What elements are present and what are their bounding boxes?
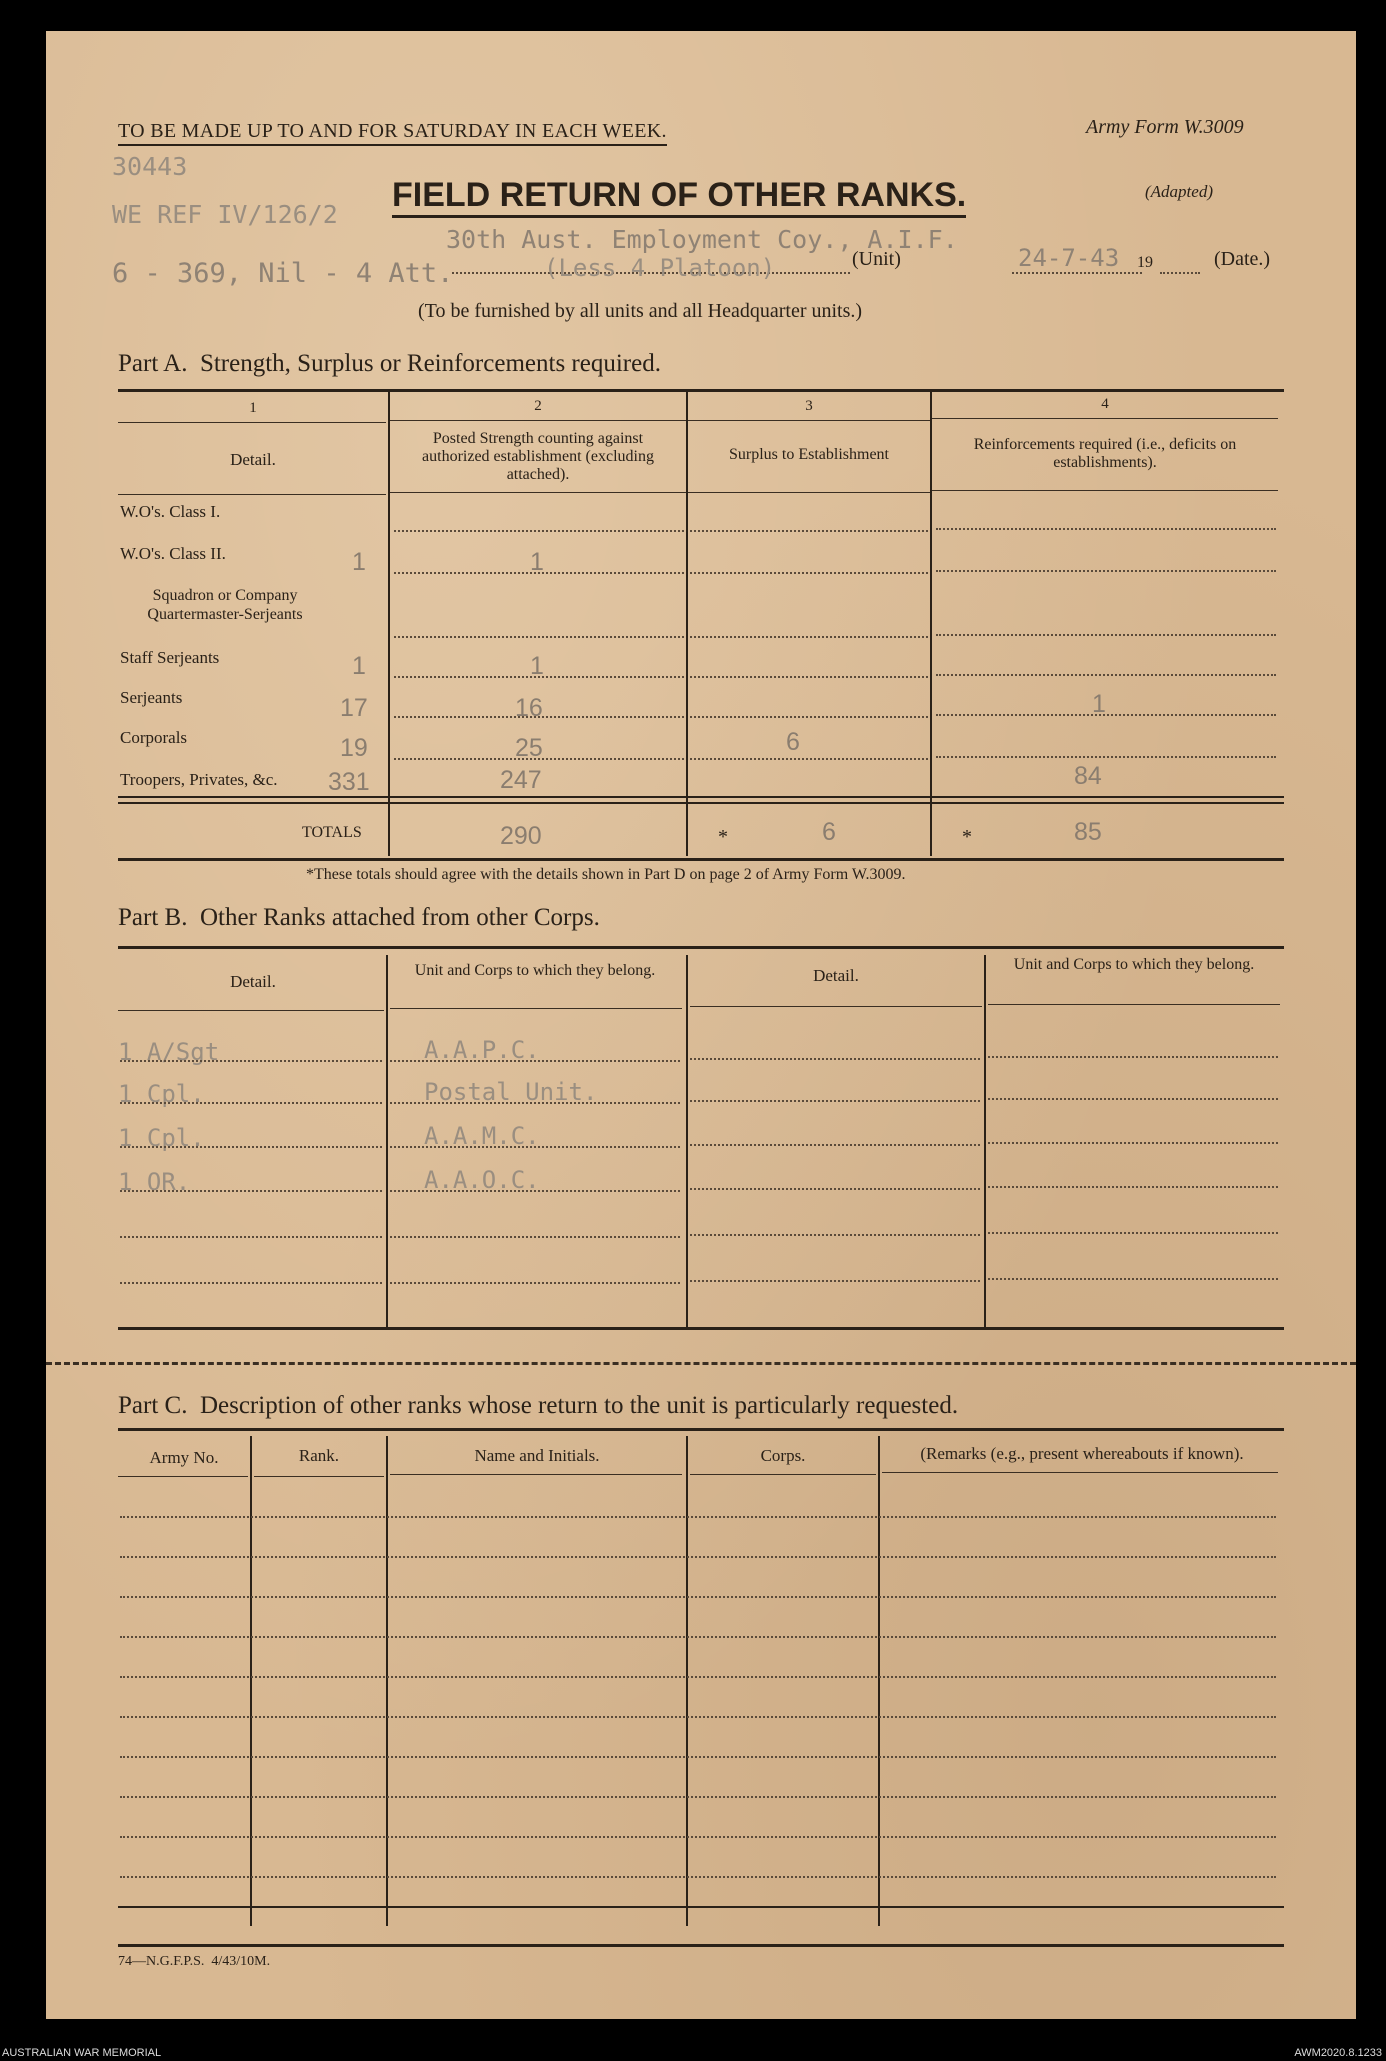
- part-b-row-2-detail: 1 Cpl.: [118, 1080, 205, 1108]
- part-c-header-rule-5: [882, 1472, 1278, 1473]
- part-c-dot-row-4: [120, 1636, 1276, 1638]
- part-b-divider-3: [984, 955, 986, 1327]
- col-number-rule-4: [932, 418, 1278, 419]
- part-c-name-header: Name and Initials.: [474, 1446, 600, 1465]
- est-troopers: 331: [328, 768, 370, 796]
- row-dot-5c: [936, 714, 1276, 716]
- part-a-top-rule: [118, 389, 1284, 392]
- part-c-dot-row-5: [120, 1676, 1276, 1678]
- part-c-army-no-header: Army No.: [149, 1448, 219, 1467]
- furnish-note: (To be furnished by all units and all Headquarter units.): [418, 300, 863, 322]
- col-number-4: 4: [1101, 396, 1109, 412]
- part-c-dot-row-1: [120, 1516, 1276, 1518]
- part-a-bottom-rule: [118, 858, 1284, 861]
- part-c-header-rule-2: [254, 1476, 384, 1477]
- reinforcements-header: Reinforcements required (i.e., deficits on establishments).: [973, 436, 1237, 471]
- part-c-dot-row-10: [120, 1876, 1276, 1878]
- perforation-line: [46, 1362, 1356, 1365]
- part-b-bottom-rule: [118, 1327, 1284, 1330]
- part-b-dot-6a: [120, 1282, 382, 1284]
- part-c-top-rule: [118, 1428, 1284, 1431]
- part-b-row-3-unit: A.A.M.C.: [424, 1122, 540, 1150]
- part-c-header-rule-3: [390, 1474, 682, 1475]
- part-b-dot-6b: [390, 1282, 680, 1284]
- col-number-2: 2: [534, 398, 542, 414]
- header-bottom-rule-3: [688, 492, 930, 493]
- part-b-row-2-unit: Postal Unit.: [424, 1078, 598, 1106]
- part-b-dot-3a: [120, 1146, 382, 1148]
- part-b-dot-3b: [390, 1146, 680, 1148]
- part-c-heading: Part C. Description of other ranks whose return to the unit is particularly requested.: [118, 1392, 959, 1419]
- row-dot-3b: [690, 636, 928, 638]
- part-c-header-rule-1: [118, 1476, 248, 1477]
- part-b-dot-2d: [988, 1098, 1278, 1100]
- est-wo-class-2: 1: [352, 548, 366, 576]
- row-label-troopers: Troopers, Privates, &c.: [120, 770, 278, 789]
- part-b-row-4-unit: A.A.O.C.: [424, 1166, 540, 1194]
- year-prefix: 19: [1137, 254, 1153, 271]
- part-b-dot-1a: [120, 1060, 382, 1062]
- handwritten-unit-subnote: (Less 4 Platoon): [544, 254, 776, 282]
- posted-serjeants: 16: [515, 694, 543, 722]
- part-a-col-divider-1: [388, 392, 390, 856]
- part-b-detail2-header: Detail.: [813, 966, 859, 985]
- part-b-unit-header: Unit and Corps to which they belong.: [414, 962, 656, 979]
- part-c-dot-row-2: [120, 1556, 1276, 1558]
- part-b-dot-5c: [690, 1234, 980, 1236]
- col-number-1: 1: [249, 400, 257, 416]
- total-posted: 290: [500, 822, 542, 850]
- part-b-dot-4d: [988, 1186, 1278, 1188]
- row-label-wo-class-1: W.O's. Class I.: [120, 502, 221, 521]
- part-b-dot-3c: [690, 1144, 980, 1146]
- col-number-rule-2: [390, 420, 686, 421]
- row-dot-5b: [690, 716, 928, 718]
- part-c-bottom-rule-2: [118, 1944, 1284, 1947]
- part-c-divider-3: [686, 1436, 688, 1926]
- handwritten-unit-name: 30th Aust. Employment Coy., A.I.F.: [446, 225, 958, 254]
- part-c-dot-row-6: [120, 1716, 1276, 1718]
- reinf-troopers: 84: [1074, 762, 1102, 790]
- part-b-dot-1c: [690, 1058, 980, 1060]
- part-b-header-rule-2: [390, 1008, 682, 1009]
- print-code: 74—N.G.F.P.S. 4/43/10M.: [118, 1954, 271, 1969]
- est-serjeants: 17: [340, 694, 368, 722]
- est-staff-serjeants: 1: [352, 652, 366, 680]
- part-c-rank-header: Rank.: [298, 1446, 340, 1465]
- part-b-dot-2c: [690, 1100, 980, 1102]
- handwritten-ref-number: 30443: [112, 152, 188, 181]
- part-b-row-1-unit: A.A.P.C.: [424, 1036, 540, 1064]
- posted-corporals: 25: [515, 734, 543, 762]
- part-b-detail-header: Detail.: [230, 972, 276, 991]
- totals-top-rule-2: [118, 802, 1284, 804]
- instruction-text: TO BE MADE UP TO AND FOR SATURDAY IN EACH WEEK.: [118, 120, 667, 146]
- page-title: FIELD RETURN OF OTHER RANKS.: [392, 176, 966, 218]
- part-b-dot-5b: [390, 1236, 680, 1238]
- part-b-dot-1b: [390, 1060, 680, 1062]
- part-b-dot-5a: [120, 1236, 382, 1238]
- col-number-rule-1: [118, 422, 386, 423]
- part-c-corps-header: Corps.: [760, 1446, 806, 1465]
- posted-staff-serjeants: 1: [530, 652, 544, 680]
- part-b-heading: Part B. Other Ranks attached from other Corps.: [118, 904, 600, 931]
- part-b-dot-6c: [690, 1280, 980, 1282]
- archive-credit: AUSTRALIAN WAR MEMORIAL: [2, 2047, 162, 2059]
- total-surplus-star: *: [718, 826, 728, 848]
- part-b-header-rule-1: [118, 1010, 384, 1011]
- row-dot-3c: [936, 634, 1276, 636]
- row-label-serjeants: Serjeants: [120, 688, 183, 707]
- part-c-remarks-header: (Remarks (e.g., present whereabouts if known).: [920, 1444, 1244, 1463]
- totals-label: TOTALS: [302, 824, 362, 841]
- surplus-header: Surplus to Establishment: [729, 446, 889, 463]
- row-dot-1a: [394, 530, 684, 532]
- part-c-dot-row-9: [120, 1836, 1276, 1838]
- handwritten-establishment: 6 - 369, Nil - 4 Att.: [112, 258, 454, 289]
- surplus-corporals: 6: [786, 728, 800, 756]
- part-b-dot-3d: [988, 1142, 1278, 1144]
- unit-label: (Unit): [852, 248, 901, 270]
- year-dotted-line: [1160, 272, 1200, 274]
- row-dot-6c: [936, 756, 1276, 758]
- archive-id: AWM2020.8.1233: [1294, 2047, 1382, 2059]
- date-dotted-line: [1012, 272, 1142, 274]
- part-b-divider-1: [386, 955, 388, 1327]
- row-label-cqms: Squadron or Company Quartermaster-Serjeants: [147, 587, 303, 623]
- col-number-3: 3: [805, 398, 813, 414]
- col-number-rule-3: [688, 420, 930, 421]
- row-label-staff-serjeants: Staff Serjeants: [120, 648, 220, 667]
- date-label: (Date.): [1214, 248, 1271, 270]
- part-c-bottom-rule: [118, 1906, 1284, 1908]
- posted-troopers: 247: [500, 766, 542, 794]
- part-b-dot-2a: [120, 1102, 382, 1104]
- part-b-header-rule-3: [690, 1006, 982, 1007]
- part-a-col-divider-3: [930, 392, 932, 856]
- row-dot-3a: [394, 636, 684, 638]
- row-dot-1c: [936, 528, 1276, 530]
- part-b-dot-4a: [120, 1190, 382, 1192]
- posted-wo-class-2: 1: [530, 548, 544, 576]
- detail-header: Detail.: [230, 450, 276, 469]
- header-bottom-rule: [118, 494, 386, 495]
- row-dot-2c: [936, 570, 1276, 572]
- form-sheet: [46, 31, 1356, 2019]
- part-b-dot-5d: [988, 1232, 1278, 1234]
- row-label-corporals: Corporals: [120, 728, 188, 747]
- part-a-footnote: *These totals should agree with the details shown in Part D on page 2 of Army Form W.3009.: [306, 866, 906, 883]
- row-dot-4c: [936, 674, 1276, 676]
- part-b-dot-6d: [988, 1278, 1278, 1280]
- reinf-serjeants: 1: [1092, 690, 1106, 718]
- part-c-divider-2: [386, 1436, 388, 1926]
- row-dot-6b: [690, 758, 928, 760]
- part-c-dot-row-7: [120, 1756, 1276, 1758]
- part-b-row-1-detail: 1 A/Sgt: [118, 1038, 220, 1066]
- part-c-divider-4: [878, 1436, 880, 1926]
- total-reinf: 85: [1074, 818, 1102, 846]
- part-c-header-rule-4: [690, 1474, 876, 1475]
- part-b-unit2-header: Unit and Corps to which they belong.: [1013, 956, 1255, 973]
- part-c-dot-row-8: [120, 1796, 1276, 1798]
- part-b-row-4-detail: 1 OR.: [118, 1168, 191, 1196]
- part-a-heading: Part A. Strength, Surplus or Reinforcements required.: [118, 350, 661, 377]
- header-bottom-rule-4: [932, 490, 1278, 491]
- part-c-dot-row-3: [120, 1596, 1276, 1598]
- row-label-wo-class-2: W.O's. Class II.: [120, 544, 226, 563]
- part-b-dot-4b: [390, 1190, 680, 1192]
- part-b-dot-1d: [988, 1056, 1278, 1058]
- row-dot-4b: [690, 676, 928, 678]
- part-b-divider-2: [686, 955, 688, 1327]
- form-id: Army Form W.3009: [1086, 116, 1244, 138]
- part-b-row-3-detail: 1 Cpl.: [118, 1124, 205, 1152]
- posted-strength-header: Posted Strength counting against authorized establishment (excluding attached).: [422, 430, 654, 483]
- adapted-note: (Adapted): [1145, 182, 1213, 201]
- part-b-header-rule-4: [988, 1004, 1280, 1005]
- row-dot-2b: [690, 572, 928, 574]
- part-b-dot-4c: [690, 1188, 980, 1190]
- est-corporals: 19: [340, 734, 368, 762]
- handwritten-date: 24-7-43: [1018, 244, 1120, 272]
- header-bottom-rule-2: [390, 492, 686, 493]
- total-surplus: 6: [822, 818, 836, 846]
- row-dot-1b: [690, 530, 928, 532]
- total-reinf-star: *: [962, 826, 972, 848]
- part-b-top-rule: [118, 946, 1284, 949]
- handwritten-we-ref: WE REF IV/126/2: [112, 200, 338, 229]
- part-b-dot-2b: [390, 1102, 680, 1104]
- totals-top-rule: [118, 796, 1284, 798]
- part-c-divider-1: [250, 1436, 252, 1926]
